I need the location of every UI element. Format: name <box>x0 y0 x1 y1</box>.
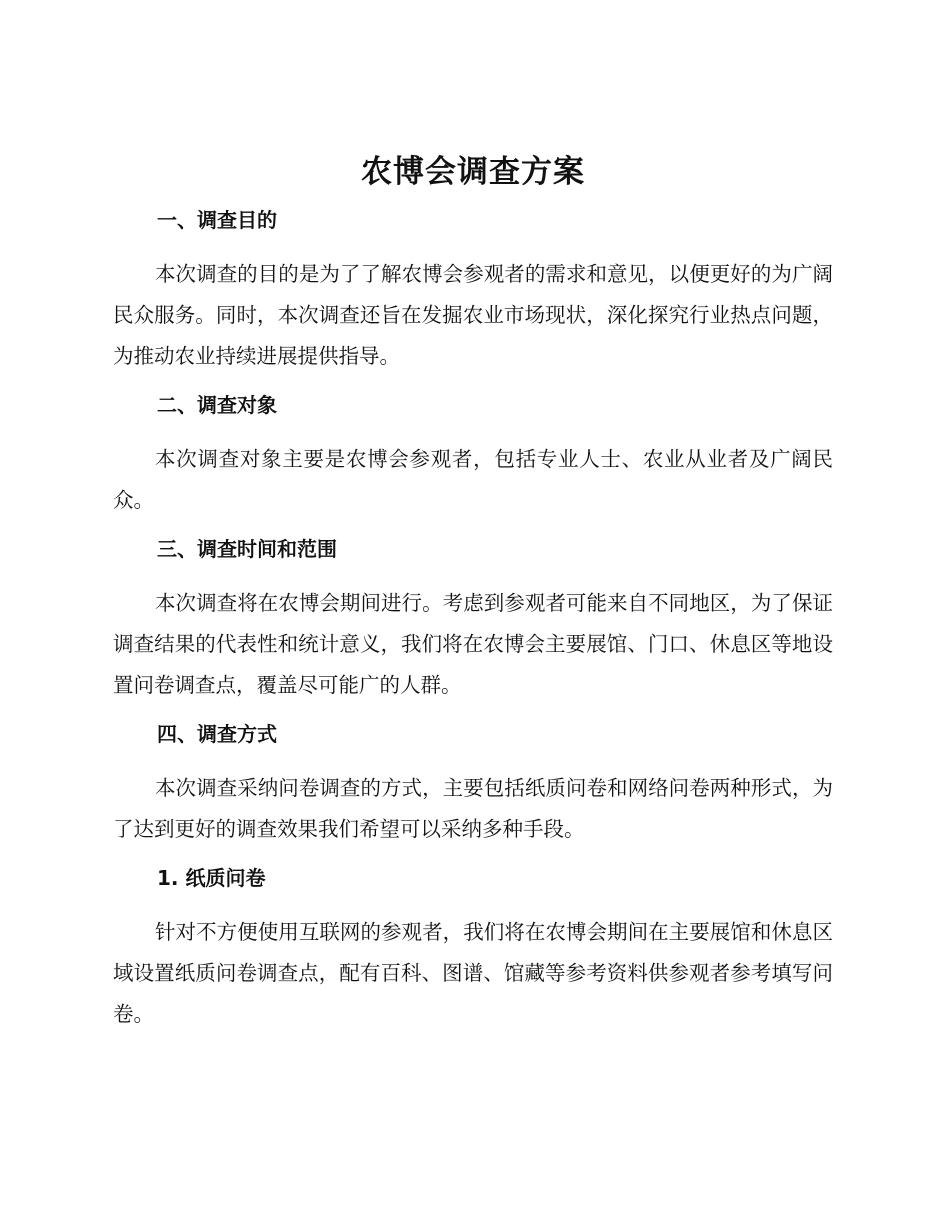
section-method <box>113 720 833 850</box>
section-heading: 1. 纸质问卷 <box>157 866 266 890</box>
section-heading: 四、调查方式 <box>157 722 277 746</box>
section-paragraph: 本次调查将在农博会期间进行。考虑到参观者可能来自不同地区，为了保证调查结果的代表性和统计意义，我们将在农博会主要展馆、门口、休息区等地设置问卷调查点，覆盖尽可能广的人群。 <box>113 591 833 697</box>
section-paragraph: 本次调查采纳问卷调查的方式，主要包括纸质问卷和网络问卷两种形式，为了达到更好的调查效果我们希望可以采纳多种手段。 <box>113 776 833 841</box>
section-paragraph: 本次调查的目的是为了了解农博会参观者的需求和意见，以便更好的为广阔民众服务。同时，本次调查还旨在发掘农业市场现状，深化探究行业热点问题，为推动农业持续进展提供指导。 <box>113 262 833 368</box>
section-heading: 三、调查时间和范围 <box>157 537 337 561</box>
section-heading: 一、调查目的 <box>157 208 277 232</box>
section-heading: 二、调查对象 <box>157 393 277 417</box>
section-time-scope <box>113 535 833 706</box>
section-paper-survey <box>113 864 833 1035</box>
document-title: 农博会调查方案 <box>361 154 585 190</box>
section-paragraph: 针对不方便使用互联网的参观者，我们将在农博会期间在主要展馆和休息区域设置纸质问卷调查点，配有百科、图谱、馆藏等参考资料供参观者参考填写问卷。 <box>113 920 833 1026</box>
section-paragraph: 本次调查对象主要是农博会参观者，包括专业人士、农业从业者及广阔民众。 <box>113 447 833 512</box>
section-target <box>113 391 833 521</box>
section-purpose <box>113 206 833 377</box>
document-page <box>113 150 833 1049</box>
